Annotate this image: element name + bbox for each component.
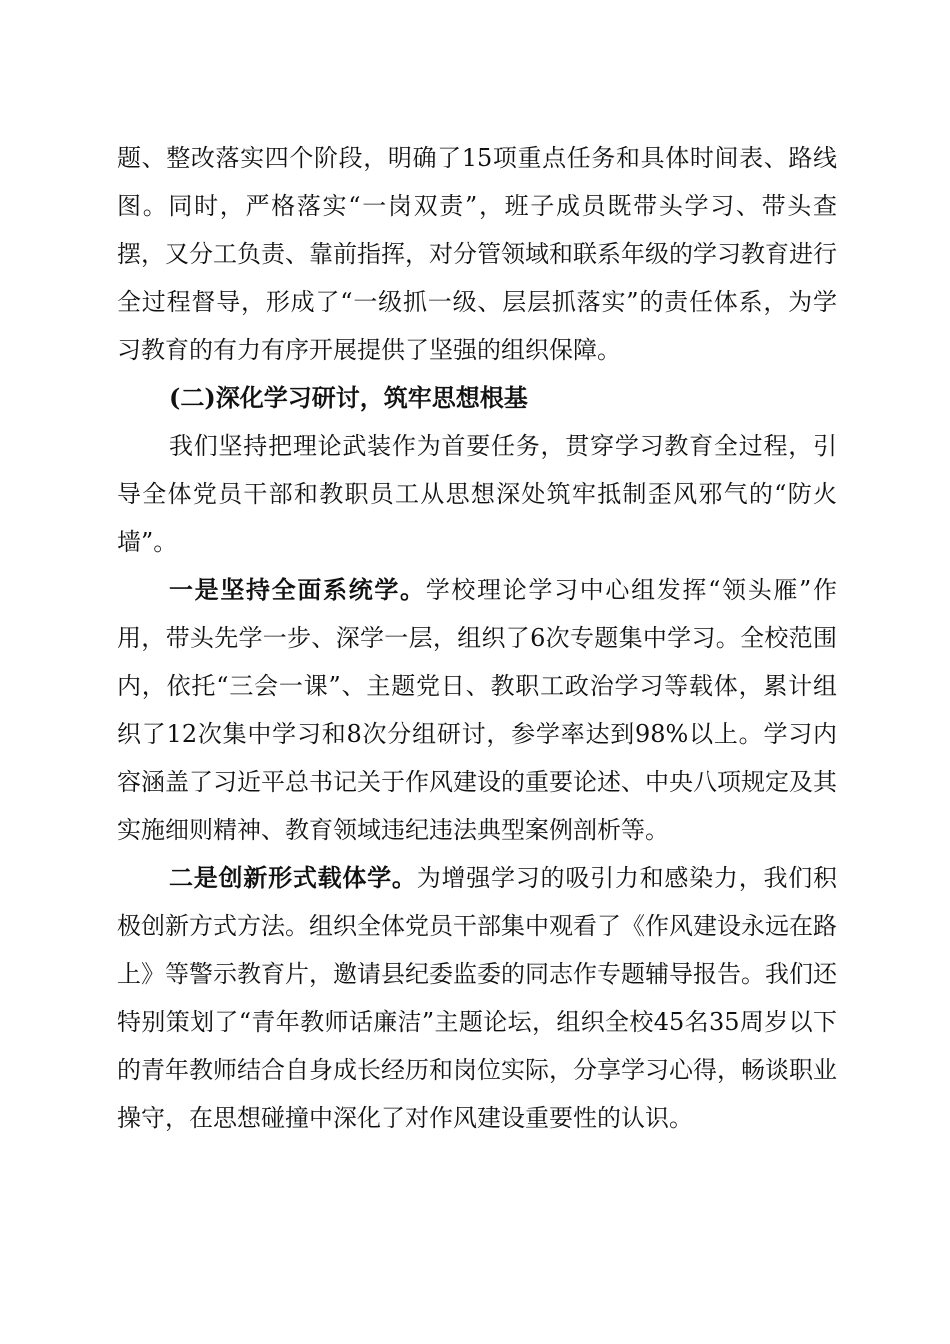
paragraph-lead: 一是坚持全面系统学。	[169, 575, 426, 604]
paragraph-intro	[117, 422, 837, 566]
paragraph-point-two	[117, 854, 837, 1142]
paragraph-point-one	[117, 566, 837, 854]
paragraph-text: 我们坚持把理论武装作为首要任务，贯穿学习教育全过程，引导全体党员干部和教职员工从思想深处筑牢抵制歪风邪气的“防火墙”。	[117, 432, 837, 556]
paragraph-text: 为增强学习的吸引力和感染力，我们积极创新方式方法。组织全体党员干部集中观看了《作风建设永远在路上》等警示教育片，邀请县纪委监委的同志作专题辅导报告。我们还特别策划了“青年教师话廉洁”主题论坛，组织全校45名35周岁以下的青年教师结合自身成长经历和岗位实际，分享学习心得，畅谈职业操守，在思想碰撞中深化了对作风建设重要性的认识。	[117, 864, 838, 1132]
section-heading	[117, 374, 837, 422]
paragraph-lead: 二是创新形式载体学。	[169, 863, 417, 892]
paragraph-text: 题、整改落实四个阶段，明确了15项重点任务和具体时间表、路线图。同时，严格落实“一岗双责”，班子成员既带头学习、带头查摆，又分工负责、靠前指挥，对分管领域和联系年级的学习教育进行全过程督导，形成了“一级抓一级、层层抓落实”的责任体系，为学习教育的有力有序开展提供了坚强的组织保障。	[117, 144, 837, 364]
document-body	[117, 134, 837, 1142]
section-heading-text: (二)深化学习研讨，筑牢思想根基	[169, 383, 528, 412]
paragraph-continuation	[117, 134, 837, 374]
paragraph-text: 学校理论学习中心组发挥“领头雁”作用，带头先学一步、深学一层，组织了6次专题集中学习。全校范围内，依托“三会一课”、主题党日、教职工政治学习等载体，累计组织了12次集中学习和8次分组研讨，参学率达到98%以上。学习内容涵盖了习近平总书记关于作风建设的重要论述、中央八项规定及其实施细则精神、教育领域违纪违法典型案例剖析等。	[117, 576, 837, 844]
